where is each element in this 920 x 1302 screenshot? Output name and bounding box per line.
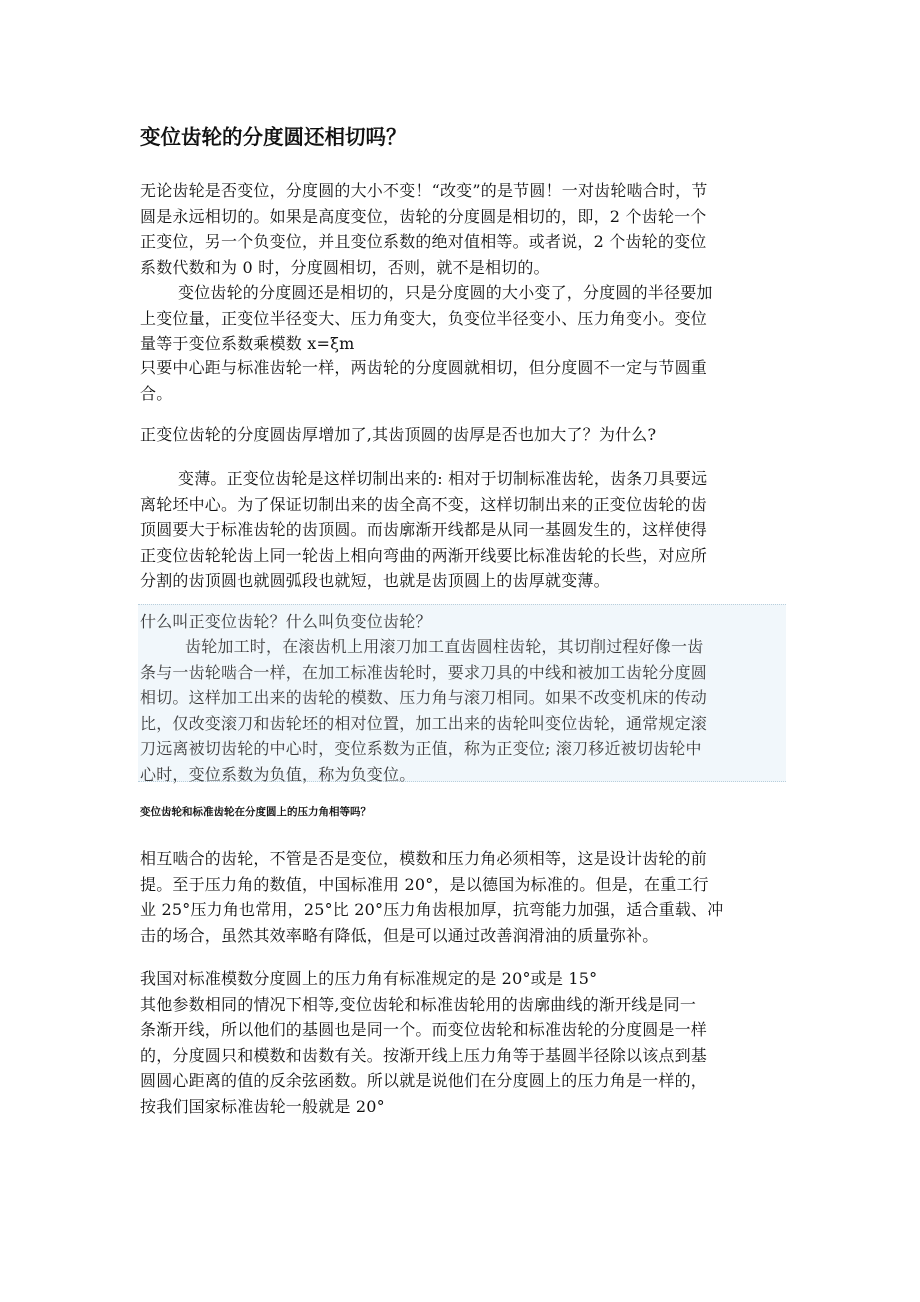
text-line: 量等于变位系数乘模数 x=ξm <box>140 334 355 354</box>
text-line: 刀远离被切齿轮的中心时，变位系数为正值，称为正变位; 滚刀移近被切齿轮中 <box>140 739 702 759</box>
text-line: 系数代数和为 0 时，分度圆相切，否则，就不是相切的。 <box>140 257 550 277</box>
text-line: 我国对标准模数分度圆上的压力角有标准规定的是 20°或是 15° <box>140 969 598 988</box>
answer-positive-negative-shift <box>140 634 786 788</box>
answer-tooth-thickness <box>140 466 786 594</box>
text-line: 合。 <box>140 383 173 403</box>
text-line: 上变位量，正变位半径变大、压力角变大，负变位半径变小、压力角变小。变位 <box>140 308 708 328</box>
text-line: 正变位齿轮轮齿上同一轮齿上相向弯曲的两渐开线要比标准齿轮的长些，对应所 <box>140 545 708 565</box>
section-heading-pressure-angle: 变位齿轮和标准齿轮在分度圆上的压力角相等吗？ <box>140 806 371 818</box>
text-line: 相互啮合的齿轮，不管是否是变位，模数和压力角必须相等，这是设计齿轮的前 <box>140 849 708 868</box>
text-line: 按我们国家标准齿轮一般就是 20° <box>140 1096 385 1116</box>
text-line: 变位齿轮的分度圆还是相切的，只是分度圆的大小变了，分度圆的半径要加 <box>178 283 713 302</box>
text-line: 比，仅改变滚刀和齿轮坯的相对位置，加工出来的齿轮叫变位齿轮，通常规定滚 <box>140 713 708 733</box>
text-line: 顶圆要大于标准齿轮的齿顶圆。而齿廓渐开线都是从同一基圆发生的，这样使得 <box>140 520 708 540</box>
question-positive-negative-shift <box>140 609 786 635</box>
text-line: 心时，变位系数为负值，称为负变位。 <box>140 764 416 784</box>
text-line: 条与一齿轮啮合一样，在加工标准齿轮时，要求刀具的中线和被加工齿轮分度圆 <box>140 662 708 682</box>
text-line: 业 25°压力角也常用，25°比 20°压力角齿根加厚，抗弯能力加强，适合重载、冲 <box>140 900 724 920</box>
text-line: 其他参数相同的情况下相等,变位齿轮和标准齿轮用的齿廓曲线的渐开线是同一 <box>140 994 697 1014</box>
text-line: 齿轮加工时，在滚齿机上用滚刀加工直齿圆柱齿轮，其切削过程好像一齿 <box>185 637 704 656</box>
text-line: 条渐开线，所以他们的基圆也是同一个。而变位齿轮和标准齿轮的分度圆是一样 <box>140 1020 708 1040</box>
text-line: 的，分度圆只和模数和齿数有关。按渐开线上压力角等于基圆半径除以该点到基 <box>140 1045 708 1065</box>
paragraph-pressure-angle <box>140 846 786 948</box>
text-line: 相切。这样加工出来的齿轮的模数、压力角与滚刀相同。如果不改变机床的传动 <box>140 688 708 708</box>
text-line: 无论齿轮是否变位，分度圆的大小不变！“改变”的是节圆！一对齿轮啮合时，节 <box>140 181 708 200</box>
text-line: 正变位，另一个负变位，并且变位系数的绝对值相等。或者说，2 个齿轮的变位 <box>140 232 707 252</box>
text-line: 分割的齿顶圆也就圆弧段也就短，也就是齿顶圆上的齿厚就变薄。 <box>140 571 610 591</box>
text-line: 圆是永远相切的。如果是高度变位，齿轮的分度圆是相切的，即，2 个齿轮一个 <box>140 206 707 226</box>
question-tooth-thickness <box>140 422 786 448</box>
paragraph-pitch-circle-tangent <box>140 280 786 357</box>
text-line: 什么叫正变位齿轮？什么叫负变位齿轮？ <box>140 612 432 631</box>
text-line: 变薄。正变位齿轮是这样切制出来的: 相对于切制标准齿轮，齿条刀具要远 <box>178 469 708 488</box>
text-line: 离轮坯中心。为了保证切制出来的齿全高不变，这样切制出来的正变位齿轮的齿 <box>140 494 708 514</box>
paragraph-pitch-circle-intro <box>140 178 786 280</box>
text-line: 正变位齿轮的分度圆齿厚增加了,其齿顶圆的齿厚是否也加大了？为什么? <box>140 425 657 444</box>
paragraph-center-distance <box>140 355 786 406</box>
page-title: 变位齿轮的分度圆还相切吗？ <box>140 125 407 149</box>
text-line: 击的场合，虽然其效率略有降低，但是可以通过改善润滑油的质量弥补。 <box>140 925 659 945</box>
text-line: 圆圆心距离的值的反余弦函数。所以就是说他们在分度圆上的压力角是一样的， <box>140 1071 708 1091</box>
paragraph-pressure-angle-standard <box>140 966 786 1120</box>
text-line: 只要中心距与标准齿轮一样，两齿轮的分度圆就相切，但分度圆不一定与节圆重 <box>140 358 708 377</box>
text-line: 提。至于压力角的数值，中国标准用 20°，是以德国为标准的。但是，在重工行 <box>140 874 709 894</box>
